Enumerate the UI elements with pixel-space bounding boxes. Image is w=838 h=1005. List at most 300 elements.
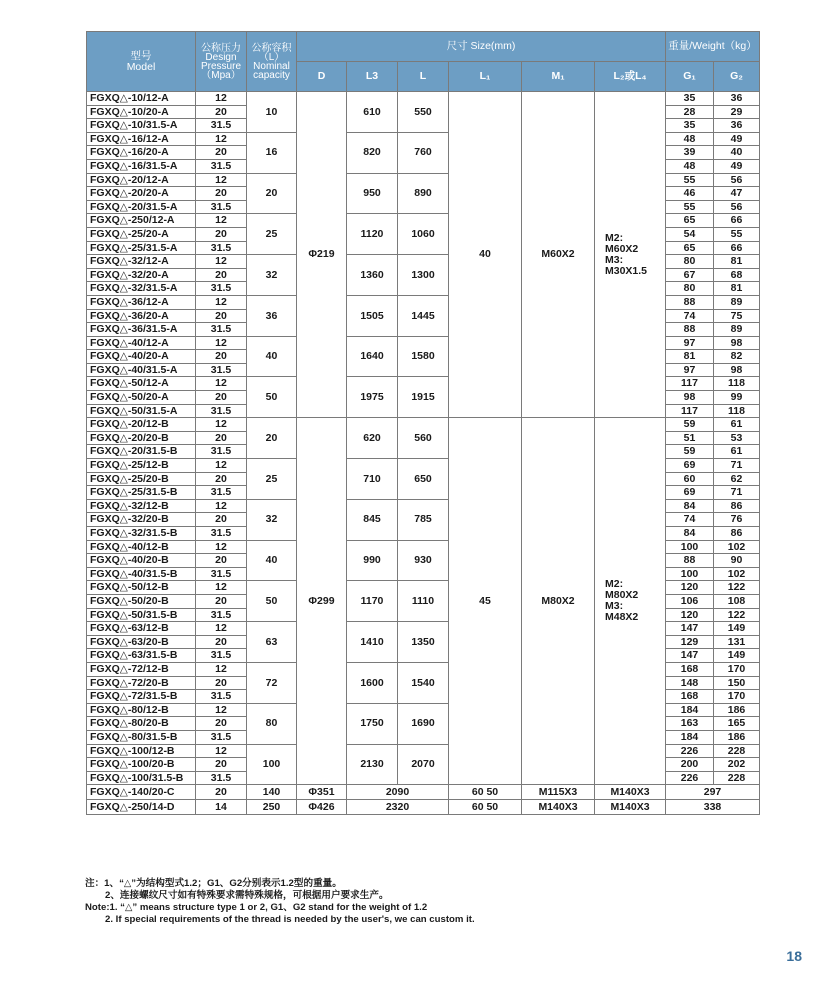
model-cell: FGXQ△-72/20-B [87, 676, 196, 690]
l3-cell: 2130 [347, 744, 398, 785]
pressure-cell: 20 [196, 717, 247, 731]
pressure-cell: 31.5 [196, 363, 247, 377]
g2-cell: 36 [714, 92, 760, 106]
g1-cell: 48 [666, 132, 714, 146]
model-cell: FGXQ△-25/31.5-A [87, 241, 196, 255]
header-capacity: 公称容积 （L） Nominal capacity [247, 32, 297, 92]
g2-cell: 118 [714, 377, 760, 391]
capacity-cell: 40 [247, 540, 297, 581]
g1-cell: 65 [666, 241, 714, 255]
note-cn-2: 2、连接螺纹尺寸如有特殊要求需特殊规格，可根据用户要求生产。 [105, 890, 389, 901]
g1-cell: 54 [666, 227, 714, 241]
g2-cell: 56 [714, 200, 760, 214]
g2-cell: 81 [714, 255, 760, 269]
g1-cell: 48 [666, 159, 714, 173]
g2-cell: 61 [714, 445, 760, 459]
g2-cell: 81 [714, 282, 760, 296]
page-number: 18 [786, 948, 802, 964]
capacity-cell: 16 [247, 132, 297, 173]
pressure-cell: 31.5 [196, 323, 247, 337]
l3-l-cell: 2090 [347, 785, 449, 800]
pressure-cell: 12 [196, 92, 247, 106]
l2-l4-cell [595, 418, 666, 785]
table-row [87, 800, 760, 815]
l-cell: 560 [398, 418, 449, 459]
l2-l4-line: M2: [605, 578, 624, 591]
g2-cell: 68 [714, 268, 760, 282]
g1-cell: 80 [666, 282, 714, 296]
model-cell: FGXQ△-10/31.5-A [87, 119, 196, 133]
pressure-cell: 12 [196, 173, 247, 187]
model-cell: FGXQ△-72/31.5-B [87, 690, 196, 704]
g1-cell: 59 [666, 418, 714, 432]
table-row [87, 92, 760, 106]
g1-cell: 117 [666, 404, 714, 418]
pressure-cell: 12 [196, 377, 247, 391]
g2-cell: 150 [714, 676, 760, 690]
g1-cell: 163 [666, 717, 714, 731]
capacity-cell: 80 [247, 703, 297, 744]
model-cell: FGXQ△-25/12-B [87, 459, 196, 473]
model-cell: FGXQ△-25/31.5-B [87, 486, 196, 500]
model-cell: FGXQ△-100/12-B [87, 744, 196, 758]
m1-cell: M115X3 [522, 785, 595, 800]
g2-cell: 108 [714, 594, 760, 608]
g2-cell: 66 [714, 241, 760, 255]
capacity-cell: 10 [247, 92, 297, 133]
l2-l4-line: M3: [605, 253, 624, 266]
g1-cell: 147 [666, 622, 714, 636]
pressure-cell: 12 [196, 255, 247, 269]
model-cell: FGXQ△-50/20-B [87, 594, 196, 608]
g2-cell: 98 [714, 336, 760, 350]
l2-l4-line: M48X2 [605, 611, 639, 624]
l-cell: 2070 [398, 744, 449, 785]
l2-l4-cell [595, 92, 666, 418]
pressure-cell: 31.5 [196, 608, 247, 622]
l-cell: 1060 [398, 214, 449, 255]
model-cell: FGXQ△-63/12-B [87, 622, 196, 636]
l2-l4-line: M80X2 [605, 589, 639, 602]
l-cell: 1300 [398, 255, 449, 296]
pressure-cell: 31.5 [196, 159, 247, 173]
capacity-cell: 50 [247, 581, 297, 622]
model-cell: FGXQ△-50/31.5-B [87, 608, 196, 622]
m1-cell: M60X2 [522, 92, 595, 418]
d-cell: Φ426 [297, 800, 347, 815]
g2-cell: 102 [714, 567, 760, 581]
model-cell: FGXQ△-16/31.5-A [87, 159, 196, 173]
model-cell: FGXQ△-40/20-B [87, 554, 196, 568]
pressure-cell: 31.5 [196, 200, 247, 214]
model-cell: FGXQ△-32/12-B [87, 499, 196, 513]
g2-cell: 90 [714, 554, 760, 568]
header-l: L [398, 62, 449, 92]
weight-cell: 297 [666, 785, 760, 800]
g2-cell: 75 [714, 309, 760, 323]
g2-cell: 55 [714, 227, 760, 241]
g2-cell: 89 [714, 323, 760, 337]
g1-cell: 35 [666, 119, 714, 133]
l3-cell: 1975 [347, 377, 398, 418]
g1-cell: 69 [666, 459, 714, 473]
l3-cell: 845 [347, 499, 398, 540]
capacity-cell: 25 [247, 459, 297, 500]
table-row [87, 785, 760, 800]
pressure-cell: 31.5 [196, 486, 247, 500]
g2-cell: 49 [714, 159, 760, 173]
model-cell: FGXQ△-63/20-B [87, 635, 196, 649]
l3-cell: 610 [347, 92, 398, 133]
header-l2-l4: L₂或L₄ [595, 62, 666, 92]
model-cell: FGXQ△-100/20-B [87, 758, 196, 772]
g2-cell: 61 [714, 418, 760, 432]
pressure-cell: 20 [196, 146, 247, 160]
l3-cell: 620 [347, 418, 398, 459]
g2-cell: 49 [714, 132, 760, 146]
header-model: 型号 Model [87, 32, 196, 92]
header-d: D [297, 62, 347, 92]
g2-cell: 71 [714, 486, 760, 500]
g1-cell: 59 [666, 445, 714, 459]
g1-cell: 88 [666, 554, 714, 568]
l-cell: 785 [398, 499, 449, 540]
model-cell: FGXQ△-80/12-B [87, 703, 196, 717]
pressure-cell: 12 [196, 499, 247, 513]
pressure-cell: 12 [196, 132, 247, 146]
capacity-cell: 36 [247, 295, 297, 336]
pressure-cell: 12 [196, 459, 247, 473]
model-cell: FGXQ△-50/12-B [87, 581, 196, 595]
header-pressure: 公称压力 Design Pressure （Mpa） [196, 32, 247, 92]
model-cell: FGXQ△-16/20-A [87, 146, 196, 160]
pressure-cell: 20 [196, 676, 247, 690]
l-cell: 1690 [398, 703, 449, 744]
pressure-cell: 12 [196, 703, 247, 717]
l2-l4-line: M60X2 [605, 242, 639, 255]
l-cell: 550 [398, 92, 449, 133]
l3-cell: 1170 [347, 581, 398, 622]
pressure-cell: 31.5 [196, 730, 247, 744]
l-cell: 930 [398, 540, 449, 581]
note-cn-1: 注：1、“△”为结构型式1.2；G1、G2分别表示1.2型的重量。 [85, 878, 342, 889]
pressure-cell: 31.5 [196, 649, 247, 663]
table-body [87, 92, 760, 815]
d-cell: Φ299 [297, 418, 347, 785]
g1-cell: 55 [666, 200, 714, 214]
model-cell: FGXQ△-50/20-A [87, 391, 196, 405]
g1-cell: 226 [666, 771, 714, 785]
model-cell: FGXQ△-140/20-C [87, 785, 196, 800]
model-cell: FGXQ△-36/31.5-A [87, 323, 196, 337]
l3-cell: 710 [347, 459, 398, 500]
header-l3: L3 [347, 62, 398, 92]
l1-cell: 60 50 [449, 785, 522, 800]
weight-cell: 338 [666, 800, 760, 815]
model-cell: FGXQ△-32/20-A [87, 268, 196, 282]
pressure-cell: 20 [196, 785, 247, 800]
l-cell: 1350 [398, 622, 449, 663]
pressure-cell: 12 [196, 581, 247, 595]
g1-cell: 184 [666, 730, 714, 744]
g1-cell: 88 [666, 295, 714, 309]
g1-cell: 117 [666, 377, 714, 391]
model-cell: FGXQ△-72/12-B [87, 662, 196, 676]
g2-cell: 36 [714, 119, 760, 133]
g1-cell: 120 [666, 608, 714, 622]
g1-cell: 97 [666, 363, 714, 377]
g2-cell: 131 [714, 635, 760, 649]
g1-cell: 84 [666, 527, 714, 541]
model-cell: FGXQ△-80/20-B [87, 717, 196, 731]
l3-l-cell: 2320 [347, 800, 449, 815]
m1-cell: M80X2 [522, 418, 595, 785]
g1-cell: 55 [666, 173, 714, 187]
header-g1: G₁ [666, 62, 714, 92]
g1-cell: 106 [666, 594, 714, 608]
capacity-cell: 100 [247, 744, 297, 785]
pressure-cell: 20 [196, 594, 247, 608]
capacity-cell: 20 [247, 173, 297, 214]
g2-cell: 202 [714, 758, 760, 772]
pressure-cell: 20 [196, 268, 247, 282]
capacity-cell: 32 [247, 255, 297, 296]
l3-cell: 1410 [347, 622, 398, 663]
model-cell: FGXQ△-25/20-A [87, 227, 196, 241]
pressure-cell: 12 [196, 295, 247, 309]
pressure-cell: 31.5 [196, 404, 247, 418]
capacity-cell: 20 [247, 418, 297, 459]
model-cell: FGXQ△-20/12-B [87, 418, 196, 432]
g2-cell: 228 [714, 771, 760, 785]
l2-l4-line: M3: [605, 600, 624, 613]
model-cell: FGXQ△-50/12-A [87, 377, 196, 391]
g1-cell: 200 [666, 758, 714, 772]
model-cell: FGXQ△-36/20-A [87, 309, 196, 323]
g2-cell: 71 [714, 459, 760, 473]
g1-cell: 60 [666, 472, 714, 486]
header-g2: G₂ [714, 62, 760, 92]
model-cell: FGXQ△-16/12-A [87, 132, 196, 146]
pressure-cell: 20 [196, 635, 247, 649]
g1-cell: 226 [666, 744, 714, 758]
l3-cell: 1505 [347, 295, 398, 336]
header-l1: L₁ [449, 62, 522, 92]
g1-cell: 98 [666, 391, 714, 405]
pressure-cell: 31.5 [196, 119, 247, 133]
pressure-cell: 12 [196, 540, 247, 554]
model-cell: FGXQ△-36/12-A [87, 295, 196, 309]
pressure-cell: 31.5 [196, 282, 247, 296]
model-cell: FGXQ△-20/20-A [87, 187, 196, 201]
model-cell: FGXQ△-32/31.5-A [87, 282, 196, 296]
l-cell: 890 [398, 173, 449, 214]
pressure-cell: 31.5 [196, 241, 247, 255]
model-cell: FGXQ△-63/31.5-B [87, 649, 196, 663]
pressure-cell: 20 [196, 309, 247, 323]
g2-cell: 66 [714, 214, 760, 228]
model-cell: FGXQ△-32/31.5-B [87, 527, 196, 541]
header-m1: M₁ [522, 62, 595, 92]
g1-cell: 35 [666, 92, 714, 106]
pressure-cell: 20 [196, 758, 247, 772]
l3-cell: 1600 [347, 662, 398, 703]
l3-cell: 1360 [347, 255, 398, 296]
g1-cell: 100 [666, 540, 714, 554]
l2-l4-cell: M140X3 [595, 800, 666, 815]
capacity-cell: 63 [247, 622, 297, 663]
g1-cell: 148 [666, 676, 714, 690]
g1-cell: 39 [666, 146, 714, 160]
g2-cell: 98 [714, 363, 760, 377]
g2-cell: 170 [714, 690, 760, 704]
d-cell: Φ219 [297, 92, 347, 418]
g2-cell: 76 [714, 513, 760, 527]
pressure-cell: 20 [196, 431, 247, 445]
l3-cell: 990 [347, 540, 398, 581]
g1-cell: 69 [666, 486, 714, 500]
pressure-cell: 12 [196, 214, 247, 228]
header-size-group: 尺寸 Size(mm) [297, 32, 666, 62]
g2-cell: 149 [714, 622, 760, 636]
pressure-cell: 31.5 [196, 690, 247, 704]
l-cell: 1110 [398, 581, 449, 622]
note-en-2: 2. If special requirements of the thread is needed by the user's, we can custom it. [105, 914, 475, 925]
g2-cell: 62 [714, 472, 760, 486]
pressure-cell: 20 [196, 105, 247, 119]
g1-cell: 80 [666, 255, 714, 269]
l-cell: 1915 [398, 377, 449, 418]
pressure-cell: 20 [196, 554, 247, 568]
g2-cell: 86 [714, 499, 760, 513]
model-cell: FGXQ△-20/31.5-A [87, 200, 196, 214]
g1-cell: 97 [666, 336, 714, 350]
pressure-cell: 20 [196, 350, 247, 364]
pressure-cell: 20 [196, 227, 247, 241]
capacity-cell: 50 [247, 377, 297, 418]
g1-cell: 74 [666, 309, 714, 323]
l1-cell: 40 [449, 92, 522, 418]
capacity-cell: 250 [247, 800, 297, 815]
l-cell: 1445 [398, 295, 449, 336]
pressure-cell: 12 [196, 662, 247, 676]
l-cell: 650 [398, 459, 449, 500]
capacity-cell: 32 [247, 499, 297, 540]
g2-cell: 118 [714, 404, 760, 418]
pressure-cell: 31.5 [196, 567, 247, 581]
model-cell: FGXQ△-40/12-B [87, 540, 196, 554]
g1-cell: 51 [666, 431, 714, 445]
g1-cell: 81 [666, 350, 714, 364]
g1-cell: 84 [666, 499, 714, 513]
g1-cell: 100 [666, 567, 714, 581]
l-cell: 1580 [398, 336, 449, 377]
g2-cell: 186 [714, 703, 760, 717]
pressure-cell: 31.5 [196, 445, 247, 459]
g1-cell: 168 [666, 690, 714, 704]
l3-cell: 1750 [347, 703, 398, 744]
l3-cell: 950 [347, 173, 398, 214]
g2-cell: 56 [714, 173, 760, 187]
g1-cell: 120 [666, 581, 714, 595]
model-cell: FGXQ△-40/31.5-B [87, 567, 196, 581]
g2-cell: 228 [714, 744, 760, 758]
pressure-cell: 31.5 [196, 527, 247, 541]
g1-cell: 184 [666, 703, 714, 717]
g1-cell: 65 [666, 214, 714, 228]
g2-cell: 102 [714, 540, 760, 554]
model-cell: FGXQ△-100/31.5-B [87, 771, 196, 785]
g2-cell: 122 [714, 581, 760, 595]
g2-cell: 53 [714, 431, 760, 445]
model-cell: FGXQ△-10/20-A [87, 105, 196, 119]
g1-cell: 28 [666, 105, 714, 119]
model-cell: FGXQ△-25/20-B [87, 472, 196, 486]
model-cell: FGXQ△-10/12-A [87, 92, 196, 106]
pressure-cell: 14 [196, 800, 247, 815]
pressure-cell: 12 [196, 744, 247, 758]
d-cell: Φ351 [297, 785, 347, 800]
g2-cell: 165 [714, 717, 760, 731]
notes [85, 878, 475, 926]
g2-cell: 82 [714, 350, 760, 364]
pressure-cell: 12 [196, 622, 247, 636]
table-row [87, 418, 760, 432]
pressure-cell: 31.5 [196, 771, 247, 785]
l1-cell: 60 50 [449, 800, 522, 815]
g1-cell: 88 [666, 323, 714, 337]
g2-cell: 149 [714, 649, 760, 663]
model-cell: FGXQ△-20/12-A [87, 173, 196, 187]
l2-l4-line: M2: [605, 231, 624, 244]
spec-table [86, 31, 760, 815]
l2-l4-cell: M140X3 [595, 785, 666, 800]
g1-cell: 67 [666, 268, 714, 282]
capacity-cell: 40 [247, 336, 297, 377]
model-cell: FGXQ△-20/31.5-B [87, 445, 196, 459]
g1-cell: 129 [666, 635, 714, 649]
g2-cell: 89 [714, 295, 760, 309]
g2-cell: 186 [714, 730, 760, 744]
model-cell: FGXQ△-250/12-A [87, 214, 196, 228]
g2-cell: 47 [714, 187, 760, 201]
l2-l4-line: M30X1.5 [605, 264, 648, 277]
l3-cell: 1120 [347, 214, 398, 255]
model-cell: FGXQ△-40/20-A [87, 350, 196, 364]
g1-cell: 147 [666, 649, 714, 663]
model-cell: FGXQ△-32/20-B [87, 513, 196, 527]
capacity-cell: 72 [247, 662, 297, 703]
pressure-cell: 12 [196, 418, 247, 432]
g2-cell: 122 [714, 608, 760, 622]
g2-cell: 29 [714, 105, 760, 119]
g2-cell: 170 [714, 662, 760, 676]
m1-cell: M140X3 [522, 800, 595, 815]
model-cell: FGXQ△-40/31.5-A [87, 363, 196, 377]
pressure-cell: 20 [196, 391, 247, 405]
model-cell: FGXQ△-20/20-B [87, 431, 196, 445]
pressure-cell: 20 [196, 513, 247, 527]
model-cell: FGXQ△-40/12-A [87, 336, 196, 350]
capacity-cell: 140 [247, 785, 297, 800]
l-cell: 760 [398, 132, 449, 173]
model-cell: FGXQ△-32/12-A [87, 255, 196, 269]
model-cell: FGXQ△-80/31.5-B [87, 730, 196, 744]
header-weight-group: 重量/Weight（kg） [666, 32, 760, 62]
g1-cell: 74 [666, 513, 714, 527]
model-cell: FGXQ△-50/31.5-A [87, 404, 196, 418]
pressure-cell: 20 [196, 472, 247, 486]
